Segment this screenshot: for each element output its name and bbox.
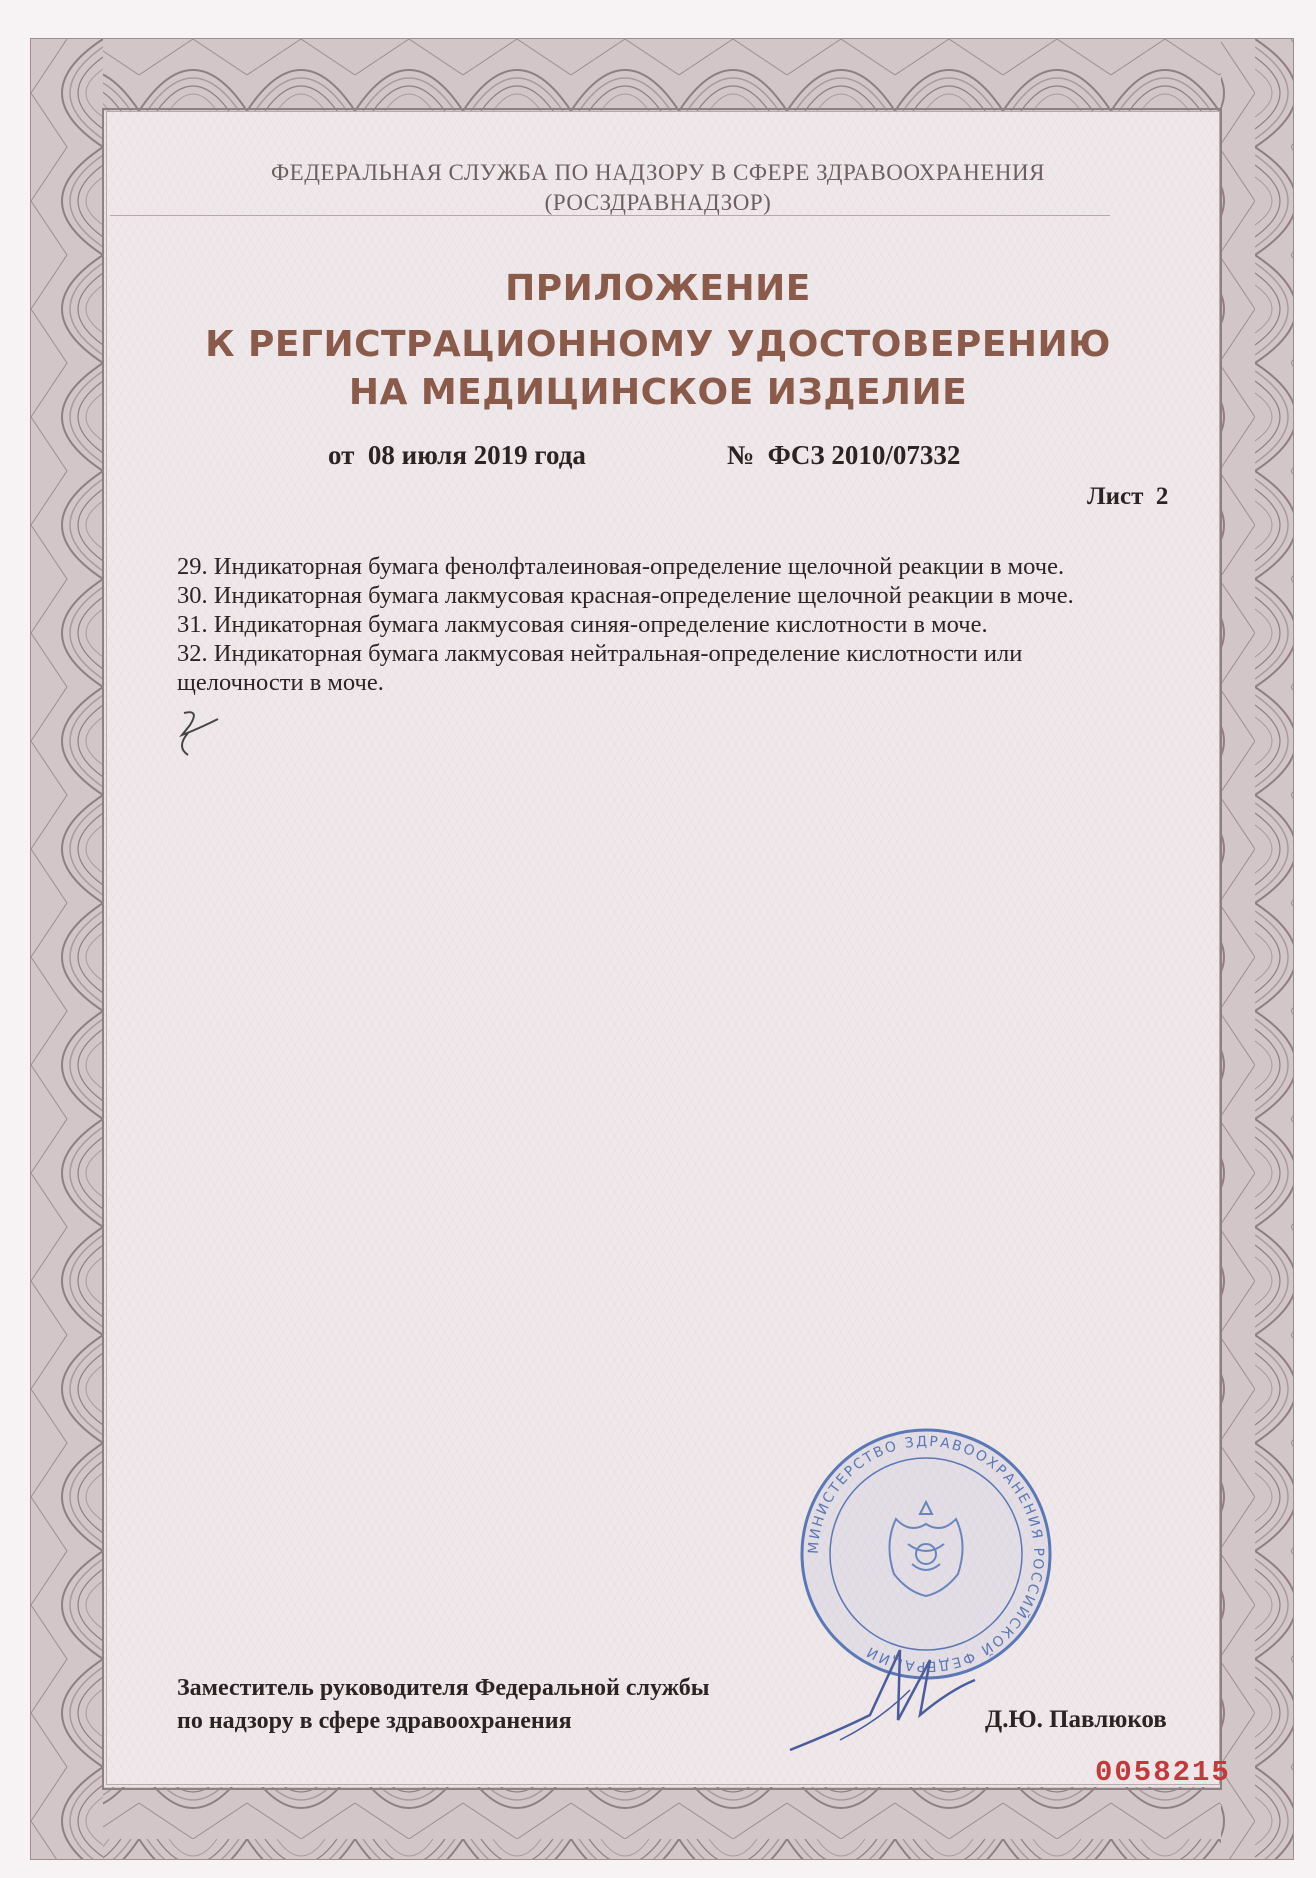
handwritten-mark [170,705,240,760]
device-list [177,552,1187,697]
agency-abbreviation: (РОСЗДРАВНАДЗОР) [544,190,772,215]
signatory-title [177,1672,709,1738]
registration-number: № ФСЗ 2010/07332 [727,440,961,470]
signatory-name: Д.Ю. Павлюков [985,1706,1167,1733]
list-item: 31. Индикаторная бумага лакмусовая синяя-определение кислотности в моче. [177,611,988,638]
serial-number: 0058215 [1095,1756,1231,1789]
signatory-title-line2: по надзору в сфере здравоохранения [177,1708,572,1734]
issue-date: от 08 июля 2019 года [328,440,586,470]
signature [780,1620,980,1770]
agency-name: ФЕДЕРАЛЬНАЯ СЛУЖБА ПО НАДЗОРУ В СФЕРЕ ЗДРАВООХРАНЕНИЯ [271,160,1045,185]
header-divider [110,215,1110,216]
document-title-line2: К РЕГИСТРАЦИОННОМУ УДОСТОВЕРЕНИЮ [205,324,1111,365]
seal-text: МИНИСТЕРСТВО ЗДРАВООХРАНЕНИЯ РОССИЙСКОЙ ФЕДЕРАЦИИ [805,1433,1047,1675]
list-item: 29. Индикаторная бумага фенолфталеиновая-определение щелочной реакции в моче. [177,553,1065,580]
sheet-number: Лист 2 [1087,483,1169,510]
list-item: щелочности в моче. [177,669,384,696]
signatory-title-line1: Заместитель руководителя Федеральной службы [177,1675,710,1701]
document-title-line1: ПРИЛОЖЕНИЕ [505,268,811,309]
list-item: 30. Индикаторная бумага лакмусовая красная-определение щелочной реакции в моче. [177,582,1074,609]
certificate-sheet [30,38,1294,1860]
list-item: 32. Индикаторная бумага лакмусовая нейтральная-определение кислотности или [177,640,1023,667]
document-title-line3: НА МЕДИЦИНСКОЕ ИЗДЕЛИЕ [348,372,968,413]
